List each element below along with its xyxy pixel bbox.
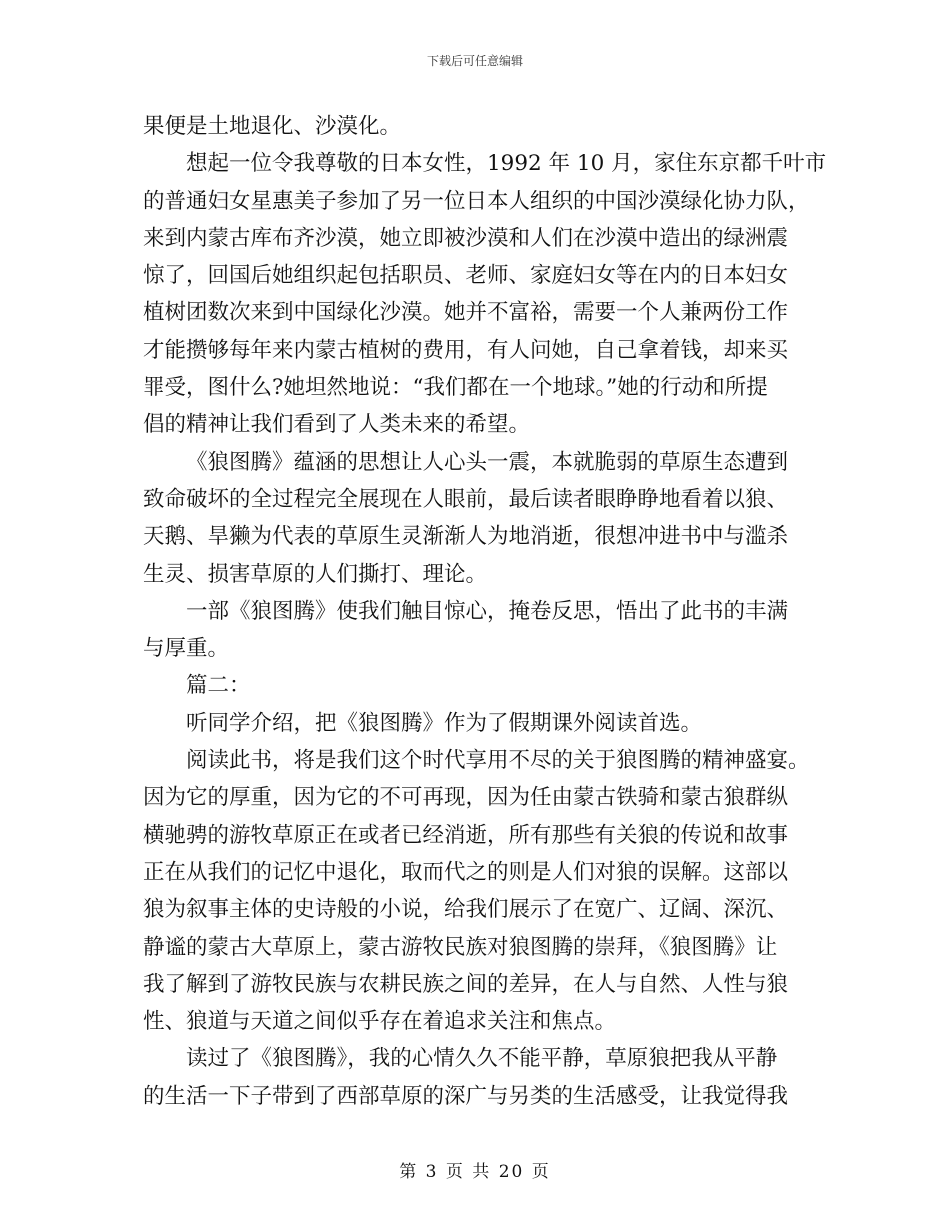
text-line: 生灵、损害草原的人们撕打、理论。	[143, 561, 488, 587]
page-header-note: 下载后可任意编辑	[426, 54, 523, 68]
text-line: 惊了，回国后她组织起包括职员、老师、家庭妇女等在内的日本妇女	[143, 263, 789, 289]
text-line: 阅读此书，将是我们这个时代享用不尽的关于狼图腾的精神盛宴。	[186, 748, 810, 774]
text-line: 才能攒够每年来内蒙古植树的费用，有人问她，自己拿着钱，却来买	[143, 337, 789, 363]
text-line: 一部《狼图腾》使我们触目惊心，掩卷反思，悟出了此书的丰满	[186, 598, 789, 624]
text-line: 与厚重。	[143, 636, 230, 662]
page-number: 第 3 页 共 20 页	[399, 1162, 551, 1182]
text-line: 性、狼道与天道之间似乎存在着追求关注和焦点。	[143, 1009, 617, 1035]
text-line: 来到内蒙古库布齐沙漠，她立即被沙漠和人们在沙漠中造出的绿洲震	[143, 225, 789, 251]
body-text	[143, 108, 827, 1115]
text-line: 狼为叙事主体的史诗般的小说，给我们展示了在宽广、辽阔、深沉、	[143, 897, 789, 923]
text-line: 想起一位令我尊敬的日本女性，1992 年 10 月，家住东京都千叶市	[186, 151, 827, 177]
text-line: 天鹅、旱獭为代表的草原生灵渐渐人为地消逝，很想冲进书中与滥杀	[143, 524, 789, 550]
text-line: 致命破坏的全过程完全展现在人眼前，最后读者眼睁睁地看着以狼、	[143, 486, 789, 512]
text-line: 因为它的厚重，因为它的不可再现，因为任由蒙古铁骑和蒙古狼群纵	[143, 785, 789, 811]
text-line: 正在从我们的记忆中退化，取而代之的则是人们对狼的误解。这部以	[143, 859, 789, 885]
text-line: 植树团数次来到中国绿化沙漠。她并不富裕，需要一个人兼两份工作	[143, 300, 789, 326]
text-line: 的普通妇女星惠美子参加了另一位日本人组织的中国沙漠绿化协力队，	[143, 188, 810, 214]
text-line: 我了解到了游牧民族与农耕民族之间的差异，在人与自然、人性与狼	[143, 971, 789, 997]
text-line: 横驰骋的游牧草原正在或者已经消逝，所有那些有关狼的传说和故事	[143, 822, 789, 848]
text-line: 果便是土地退化、沙漠化。	[143, 114, 402, 139]
text-line: 的生活一下子带到了西部草原的深广与另类的生活感受，让我觉得我	[143, 1083, 789, 1109]
text-line: 静谧的蒙古大草原上，蒙古游牧民族对狼图腾的崇拜，《狼图腾》让	[143, 934, 778, 960]
text-line: 倡的精神让我们看到了人类未来的希望。	[143, 412, 531, 438]
text-line: 听同学介绍，把《狼图腾》作为了假期课外阅读首选。	[186, 710, 703, 736]
text-line: 《狼图腾》蕴涵的思想让人心头一震，本就脆弱的草原生态遭到	[186, 449, 789, 475]
text-line: 罪受，图什么?她坦然地说：“我们都在一个地球。”她的行动和所提	[143, 375, 768, 401]
text-line: 读过了《狼图腾》，我的心情久久不能平静，草原狼把我从平静	[186, 1046, 778, 1072]
section-heading: 篇二：	[186, 673, 251, 699]
